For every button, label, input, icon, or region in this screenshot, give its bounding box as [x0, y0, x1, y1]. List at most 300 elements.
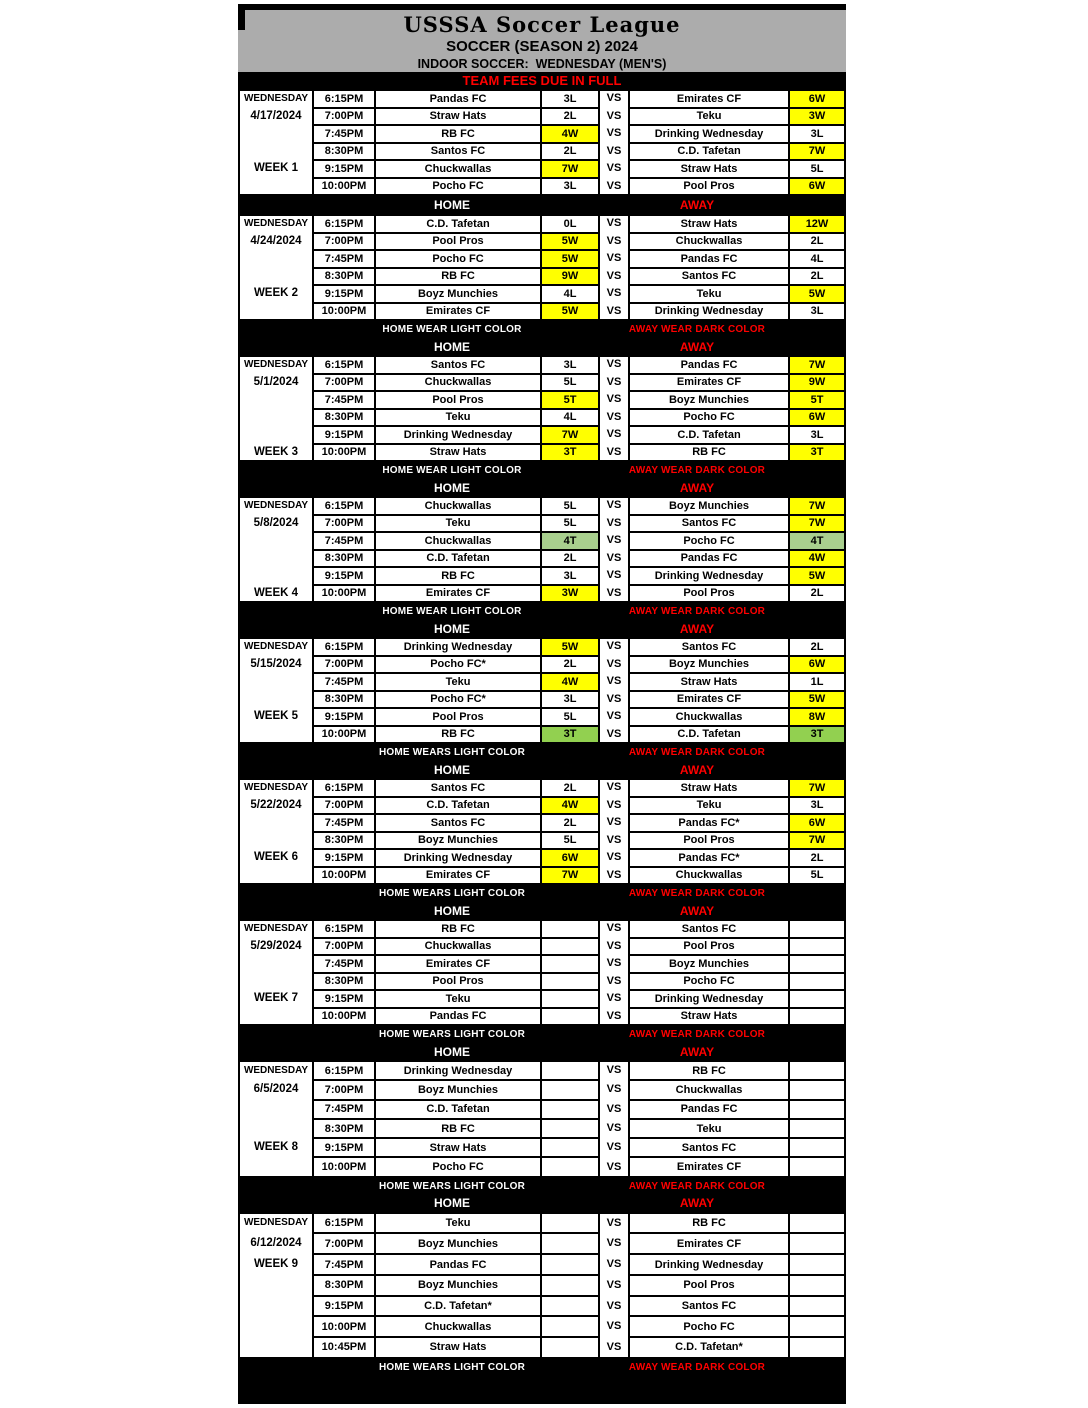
- home-score-cell: 3L: [542, 91, 598, 107]
- vs-label: VS: [606, 922, 622, 934]
- game-time-cell: 10:00PM: [314, 445, 374, 461]
- home-away-bar: [238, 603, 846, 620]
- game-time-cell: 10:00PM: [314, 1158, 374, 1175]
- home-team-cell: Chuckwallas: [376, 498, 540, 514]
- home-team-cell: Chuckwallas: [376, 533, 540, 549]
- home-score-cell: [542, 1297, 598, 1316]
- vs-label: VS: [606, 1102, 622, 1115]
- away-score-cell: 5T: [790, 392, 844, 408]
- home-bar-label: HOME WEAR LIGHT COLOR: [382, 324, 522, 335]
- home-away-bar: [238, 902, 846, 919]
- home-score-cell: 5L: [542, 498, 598, 514]
- away-team-cell: C.D. Tafetan: [630, 727, 788, 743]
- vs-label: VS: [606, 798, 622, 811]
- day-label: WEDNESDAY: [243, 218, 309, 229]
- away-score-cell: [790, 1158, 844, 1175]
- vs-column: [600, 357, 628, 460]
- vs-label: VS: [606, 1160, 622, 1173]
- home-away-bar: [238, 885, 846, 902]
- home-away-bar: [238, 338, 846, 355]
- home-away-bar: [238, 744, 846, 761]
- day-label: WEDNESDAY: [243, 500, 309, 511]
- vs-label: VS: [606, 269, 622, 282]
- home-score-cell: 5L: [542, 709, 598, 725]
- away-team-cell: Pandas FC*: [630, 850, 788, 866]
- home-score-cell: 3T: [542, 445, 598, 461]
- home-bar-label: HOME: [434, 480, 470, 495]
- vs-label: VS: [606, 833, 622, 846]
- day-label: WEDNESDAY: [243, 1216, 309, 1228]
- vs-label: VS: [606, 657, 622, 670]
- home-bar-label: HOME: [434, 1044, 470, 1059]
- vs-label: VS: [606, 551, 622, 564]
- away-team-cell: Santos FC: [630, 269, 788, 285]
- home-away-bar: [238, 321, 846, 338]
- home-team-cell: Teku: [376, 1214, 540, 1233]
- week-block-3: [238, 355, 846, 462]
- vs-column: [600, 1062, 628, 1176]
- vs-label: VS: [606, 358, 622, 370]
- game-time-cell: 9:15PM: [314, 709, 374, 725]
- home-team-cell: Pocho FC: [376, 1158, 540, 1175]
- home-team-cell: C.D. Tafetan*: [376, 1297, 540, 1316]
- home-bar-label: HOME WEAR LIGHT COLOR: [382, 606, 522, 617]
- home-team-cell: Straw Hats: [376, 1338, 540, 1357]
- game-time-cell: 10:45PM: [314, 1338, 374, 1357]
- away-team-cell: Santos FC: [630, 1139, 788, 1156]
- date-label: 5/15/2024: [250, 657, 302, 670]
- home-score-cell: [542, 1234, 598, 1253]
- away-score-cell: 3L: [790, 427, 844, 443]
- away-score-cell: 2L: [790, 269, 844, 285]
- away-bar-label: AWAY: [679, 1044, 715, 1059]
- home-team-cell: Emirates CF: [376, 868, 540, 884]
- home-score-cell: [542, 956, 598, 972]
- away-team-cell: Emirates CF: [630, 1234, 788, 1253]
- home-score-cell: 2L: [542, 657, 598, 673]
- game-time-cell: 7:00PM: [314, 1234, 374, 1253]
- vs-label: VS: [606, 144, 622, 157]
- home-score-cell: 3L: [542, 357, 598, 373]
- away-team-cell: Drinking Wednesday: [630, 568, 788, 584]
- week-number-label: WEEK 6: [253, 851, 299, 863]
- day-label: WEDNESDAY: [243, 359, 309, 370]
- vs-column: [600, 921, 628, 1024]
- away-score-cell: [790, 1338, 844, 1357]
- home-score-cell: 5W: [542, 304, 598, 320]
- week-block-9: [238, 1212, 846, 1359]
- home-score-cell: [542, 1214, 598, 1233]
- vs-label: VS: [606, 234, 622, 247]
- vs-label: VS: [606, 127, 622, 139]
- away-team-cell: Chuckwallas: [630, 868, 788, 884]
- home-score-cell: [542, 1317, 598, 1336]
- home-team-cell: Chuckwallas: [376, 1317, 540, 1336]
- game-time-cell: 7:45PM: [314, 126, 374, 142]
- week-block-7: [238, 919, 846, 1026]
- away-bar-label: AWAY WEAR DARK COLOR: [628, 1180, 766, 1192]
- away-team-cell: Santos FC: [630, 921, 788, 937]
- home-score-cell: [542, 1101, 598, 1118]
- week-number-label: WEEK 1: [253, 162, 299, 174]
- league-title: USSSA Soccer League: [403, 12, 681, 37]
- game-time-cell: 9:15PM: [314, 427, 374, 443]
- vs-label: VS: [606, 410, 622, 423]
- game-time-cell: 6:15PM: [314, 357, 374, 373]
- away-team-cell: Drinking Wednesday: [630, 126, 788, 142]
- home-score-cell: 3W: [542, 586, 598, 602]
- week-number-label: WEEK 2: [253, 287, 299, 299]
- week-number-label: WEEK 5: [253, 710, 299, 722]
- away-team-cell: Santos FC: [630, 516, 788, 532]
- home-team-cell: Straw Hats: [376, 109, 540, 125]
- away-score-cell: [790, 991, 844, 1007]
- vs-label: VS: [606, 1340, 622, 1353]
- away-score-cell: 7W: [790, 516, 844, 532]
- away-team-cell: Pandas FC: [630, 251, 788, 267]
- game-time-cell: 7:00PM: [314, 516, 374, 532]
- away-team-cell: Pocho FC: [630, 410, 788, 426]
- away-score-cell: [790, 1255, 844, 1274]
- away-score-cell: [790, 1297, 844, 1316]
- vs-label: VS: [606, 675, 622, 687]
- game-time-cell: 7:00PM: [314, 939, 374, 955]
- away-team-cell: Pocho FC: [630, 1317, 788, 1336]
- away-team-cell: Pocho FC: [630, 533, 788, 549]
- away-score-cell: [790, 1317, 844, 1336]
- away-score-cell: 7W: [790, 498, 844, 514]
- vs-label: VS: [606, 1320, 622, 1333]
- game-time-cell: 9:15PM: [314, 850, 374, 866]
- game-time-cell: 6:15PM: [314, 639, 374, 655]
- home-bar-label: HOME: [434, 903, 470, 918]
- home-team-cell: Boyz Munchies: [376, 1276, 540, 1295]
- home-score-cell: [542, 991, 598, 1007]
- home-team-cell: Drinking Wednesday: [376, 850, 540, 866]
- home-bar-label: HOME: [434, 339, 470, 354]
- home-team-cell: Teku: [376, 674, 540, 690]
- away-score-cell: 5W: [790, 568, 844, 584]
- vs-label: VS: [606, 445, 622, 458]
- away-team-cell: Teku: [630, 109, 788, 125]
- home-score-cell: 7W: [542, 868, 598, 884]
- game-time-cell: 10:00PM: [314, 727, 374, 743]
- away-team-cell: Santos FC: [630, 1297, 788, 1316]
- week-number-label: WEEK 8: [253, 1141, 299, 1154]
- date-label: 5/29/2024: [250, 939, 302, 952]
- day-label: WEDNESDAY: [243, 641, 309, 652]
- home-score-cell: 4W: [542, 798, 598, 814]
- away-team-cell: Chuckwallas: [630, 234, 788, 250]
- week-date-cell: [240, 498, 312, 601]
- home-away-bar: [238, 479, 846, 496]
- away-team-cell: Emirates CF: [630, 375, 788, 391]
- away-team-cell: Drinking Wednesday: [630, 991, 788, 1007]
- date-label: 4/24/2024: [250, 234, 302, 247]
- game-time-cell: 8:30PM: [314, 1276, 374, 1295]
- home-score-cell: 2L: [542, 780, 598, 796]
- bottom-black-pad: [238, 1376, 846, 1404]
- away-score-cell: [790, 921, 844, 937]
- away-bar-label: AWAY: [679, 198, 715, 212]
- game-time-cell: 7:45PM: [314, 392, 374, 408]
- season-subtitle: SOCCER (SEASON 2) 2024: [446, 38, 638, 55]
- home-team-cell: RB FC: [376, 727, 540, 743]
- away-bar-label: AWAY WEAR DARK COLOR: [628, 888, 766, 899]
- away-team-cell: Boyz Munchies: [630, 392, 788, 408]
- home-team-cell: Boyz Munchies: [376, 833, 540, 849]
- home-away-bar: [238, 1043, 846, 1060]
- vs-label: VS: [606, 1237, 622, 1250]
- home-bar-label: HOME: [434, 1196, 470, 1211]
- home-score-cell: [542, 939, 598, 955]
- away-bar-label: AWAY: [679, 339, 715, 354]
- home-team-cell: Emirates CF: [376, 586, 540, 602]
- away-team-cell: C.D. Tafetan: [630, 427, 788, 443]
- away-score-cell: 6W: [790, 91, 844, 107]
- home-score-cell: 4L: [542, 286, 598, 302]
- away-team-cell: Teku: [630, 798, 788, 814]
- game-time-cell: 10:00PM: [314, 586, 374, 602]
- game-time-cell: 7:00PM: [314, 109, 374, 125]
- home-team-cell: Emirates CF: [376, 304, 540, 320]
- home-score-cell: 5T: [542, 392, 598, 408]
- away-team-cell: Pool Pros: [630, 939, 788, 955]
- home-team-cell: Teku: [376, 991, 540, 1007]
- home-team-cell: C.D. Tafetan: [376, 798, 540, 814]
- home-team-cell: Pocho FC*: [376, 657, 540, 673]
- home-team-cell: Teku: [376, 516, 540, 532]
- away-bar-label: AWAY: [679, 762, 715, 777]
- away-team-cell: Pandas FC: [630, 1101, 788, 1118]
- home-team-cell: Boyz Munchies: [376, 286, 540, 302]
- date-label: 5/1/2024: [253, 375, 299, 388]
- away-team-cell: Straw Hats: [630, 161, 788, 177]
- vs-column: [600, 780, 628, 883]
- home-team-cell: C.D. Tafetan: [376, 216, 540, 232]
- home-away-bar: [238, 196, 846, 214]
- game-time-cell: 6:15PM: [314, 780, 374, 796]
- date-label: 4/17/2024: [250, 109, 302, 122]
- home-team-cell: Pool Pros: [376, 392, 540, 408]
- home-team-cell: Santos FC: [376, 357, 540, 373]
- home-score-cell: [542, 1120, 598, 1137]
- week-date-cell: [240, 1062, 312, 1176]
- home-score-cell: 3L: [542, 179, 598, 195]
- home-team-cell: Teku: [376, 410, 540, 426]
- vs-label: VS: [606, 252, 622, 264]
- home-score-cell: [542, 921, 598, 937]
- away-score-cell: 7W: [790, 144, 844, 160]
- home-away-bar: [238, 1026, 846, 1043]
- game-time-cell: 10:00PM: [314, 868, 374, 884]
- home-away-bar: [238, 761, 846, 778]
- away-team-cell: Drinking Wednesday: [630, 304, 788, 320]
- away-team-cell: Emirates CF: [630, 692, 788, 708]
- away-score-cell: 3L: [790, 126, 844, 142]
- day-label: WEDNESDAY: [243, 93, 309, 104]
- team-fees-banner: [238, 72, 846, 89]
- vs-label: VS: [606, 781, 622, 793]
- home-bar-label: HOME: [434, 198, 470, 212]
- vs-label: VS: [606, 516, 622, 529]
- game-time-cell: 6:15PM: [314, 1062, 374, 1079]
- home-bar-label: HOME WEARS LIGHT COLOR: [378, 1029, 526, 1040]
- game-time-cell: 7:45PM: [314, 533, 374, 549]
- week-block-2: [238, 214, 846, 321]
- week-block-6: [238, 778, 846, 885]
- game-time-cell: 6:15PM: [314, 921, 374, 937]
- game-time-cell: 8:30PM: [314, 1120, 374, 1137]
- home-score-cell: 7W: [542, 161, 598, 177]
- away-team-cell: Emirates CF: [630, 1158, 788, 1175]
- game-time-cell: 7:00PM: [314, 375, 374, 391]
- vs-label: VS: [606, 569, 622, 581]
- date-label: 6/12/2024: [250, 1237, 302, 1250]
- game-time-cell: 10:00PM: [314, 304, 374, 320]
- away-bar-label: AWAY WEAR DARK COLOR: [628, 465, 766, 476]
- vs-label: VS: [606, 287, 622, 299]
- vs-label: VS: [606, 109, 622, 122]
- vs-label: VS: [606, 1258, 622, 1271]
- game-time-cell: 9:15PM: [314, 568, 374, 584]
- home-team-cell: RB FC: [376, 1120, 540, 1137]
- away-score-cell: 3L: [790, 798, 844, 814]
- vs-column: [600, 91, 628, 194]
- away-score-cell: [790, 974, 844, 990]
- game-time-cell: 6:15PM: [314, 91, 374, 107]
- week-number-label: WEEK 7: [253, 992, 299, 1004]
- home-team-cell: Straw Hats: [376, 1139, 540, 1156]
- away-bar-label: AWAY WEAR DARK COLOR: [628, 747, 766, 758]
- away-score-cell: 9W: [790, 375, 844, 391]
- home-team-cell: Pocho FC*: [376, 692, 540, 708]
- vs-label: VS: [606, 586, 622, 599]
- away-score-cell: 2L: [790, 639, 844, 655]
- game-time-cell: 9:15PM: [314, 1139, 374, 1156]
- home-team-cell: RB FC: [376, 568, 540, 584]
- week-block-8: [238, 1060, 846, 1178]
- away-score-cell: [790, 1214, 844, 1233]
- home-team-cell: Santos FC: [376, 780, 540, 796]
- week-date-cell: [240, 357, 312, 460]
- home-team-cell: Chuckwallas: [376, 161, 540, 177]
- home-score-cell: [542, 974, 598, 990]
- away-score-cell: 1L: [790, 674, 844, 690]
- vs-label: VS: [606, 816, 622, 828]
- week-date-cell: [240, 639, 312, 742]
- vs-label: VS: [606, 692, 622, 705]
- team-fees-text: TEAM FEES DUE IN FULL: [462, 73, 622, 88]
- away-team-cell: Emirates CF: [630, 91, 788, 107]
- vs-label: VS: [606, 1064, 622, 1076]
- home-team-cell: Drinking Wednesday: [376, 639, 540, 655]
- game-time-cell: 6:15PM: [314, 1214, 374, 1233]
- week-block-1: [238, 89, 846, 196]
- game-time-cell: 8:30PM: [314, 144, 374, 160]
- vs-label: VS: [606, 393, 622, 405]
- day-label: WEDNESDAY: [243, 782, 309, 793]
- away-score-cell: [790, 1120, 844, 1137]
- away-team-cell: RB FC: [630, 445, 788, 461]
- game-time-cell: 9:15PM: [314, 161, 374, 177]
- away-score-cell: 3T: [790, 445, 844, 461]
- game-time-cell: 7:45PM: [314, 815, 374, 831]
- away-score-cell: 5L: [790, 161, 844, 177]
- away-team-cell: Pool Pros: [630, 179, 788, 195]
- away-team-cell: Straw Hats: [630, 780, 788, 796]
- home-bar-label: HOME WEAR LIGHT COLOR: [382, 465, 522, 476]
- home-score-cell: 0L: [542, 216, 598, 232]
- vs-label: VS: [606, 939, 622, 952]
- away-team-cell: Pool Pros: [630, 833, 788, 849]
- away-score-cell: [790, 1139, 844, 1156]
- away-score-cell: 5W: [790, 286, 844, 302]
- home-score-cell: 6W: [542, 850, 598, 866]
- vs-label: VS: [606, 1083, 622, 1096]
- home-bar-label: HOME WEARS LIGHT COLOR: [378, 1361, 526, 1373]
- week-block-4: [238, 496, 846, 603]
- date-label: 5/22/2024: [250, 798, 302, 811]
- vs-label: VS: [606, 92, 622, 104]
- game-time-cell: 7:00PM: [314, 657, 374, 673]
- away-team-cell: Teku: [630, 1120, 788, 1137]
- week-date-cell: [240, 216, 312, 319]
- home-team-cell: Pool Pros: [376, 709, 540, 725]
- home-score-cell: 2L: [542, 144, 598, 160]
- game-time-cell: 10:00PM: [314, 1009, 374, 1025]
- home-score-cell: 5L: [542, 833, 598, 849]
- home-team-cell: Pandas FC: [376, 1009, 540, 1025]
- home-bar-label: HOME WEARS LIGHT COLOR: [378, 747, 526, 758]
- away-team-cell: Teku: [630, 286, 788, 302]
- vs-label: VS: [606, 1299, 622, 1312]
- home-team-cell: RB FC: [376, 269, 540, 285]
- away-team-cell: Pandas FC*: [630, 815, 788, 831]
- away-score-cell: [790, 956, 844, 972]
- home-score-cell: 2L: [542, 109, 598, 125]
- game-time-cell: 7:45PM: [314, 1255, 374, 1274]
- home-away-bar: [238, 1359, 846, 1376]
- away-bar-label: AWAY: [679, 621, 715, 636]
- away-score-cell: 6W: [790, 657, 844, 673]
- week-number-label: WEEK 3: [253, 445, 299, 458]
- away-score-cell: 7W: [790, 833, 844, 849]
- away-team-cell: Straw Hats: [630, 216, 788, 232]
- date-label: 6/5/2024: [253, 1083, 299, 1096]
- home-score-cell: [542, 1255, 598, 1274]
- home-team-cell: RB FC: [376, 126, 540, 142]
- game-time-cell: 9:15PM: [314, 991, 374, 1007]
- schedule-table: [238, 4, 846, 1404]
- away-team-cell: Pandas FC: [630, 551, 788, 567]
- away-bar-label: AWAY WEAR DARK COLOR: [628, 324, 766, 335]
- vs-column: [600, 639, 628, 742]
- vs-label: VS: [606, 851, 622, 863]
- home-score-cell: 4T: [542, 533, 598, 549]
- home-away-bar: [238, 620, 846, 637]
- away-team-cell: Pool Pros: [630, 586, 788, 602]
- away-team-cell: Santos FC: [630, 639, 788, 655]
- vs-label: VS: [606, 534, 622, 546]
- home-score-cell: [542, 1338, 598, 1357]
- away-score-cell: 8W: [790, 709, 844, 725]
- game-time-cell: 7:00PM: [314, 234, 374, 250]
- home-away-bar: [238, 1178, 846, 1195]
- game-time-cell: 6:15PM: [314, 498, 374, 514]
- away-score-cell: 2L: [790, 850, 844, 866]
- home-score-cell: 4L: [542, 410, 598, 426]
